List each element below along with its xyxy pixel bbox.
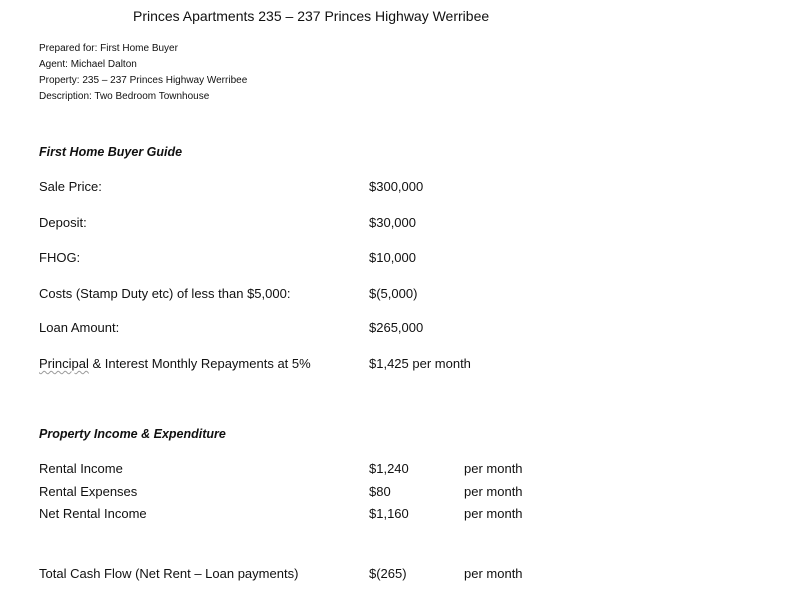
row-value: $(5,000) bbox=[369, 286, 418, 301]
row-unit: per month bbox=[464, 506, 523, 521]
row-label: Rental Income bbox=[39, 461, 123, 476]
deposit-row bbox=[39, 215, 759, 235]
row-value: $265,000 bbox=[369, 320, 424, 335]
row-value: $10,000 bbox=[369, 250, 416, 265]
row-label: Sale Price: bbox=[39, 179, 102, 194]
row-value: $300,000 bbox=[369, 179, 424, 194]
row-value: $1,425 per month bbox=[369, 356, 471, 371]
row-unit: per month bbox=[464, 484, 523, 499]
guide-heading: First Home Buyer Guide bbox=[39, 145, 183, 159]
repayments-row bbox=[39, 356, 759, 376]
rental-expenses-row bbox=[39, 484, 759, 504]
fhog-row bbox=[39, 250, 759, 270]
net-rental-income-row bbox=[39, 506, 759, 526]
row-label: Total Cash Flow (Net Rent – Loan payments) bbox=[39, 566, 299, 581]
row-value: $80 bbox=[369, 484, 391, 499]
row-label: Deposit: bbox=[39, 215, 87, 230]
income-heading: Property Income & Expenditure bbox=[39, 427, 226, 441]
row-label bbox=[39, 356, 311, 371]
row-value: $(265) bbox=[369, 566, 407, 581]
row-label: Loan Amount: bbox=[39, 320, 120, 335]
row-label-rest: & Interest Monthly Repayments at 5% bbox=[88, 356, 311, 371]
spellcheck-word: Principal bbox=[39, 356, 89, 371]
document-meta bbox=[39, 41, 247, 105]
total-cash-flow-row bbox=[39, 566, 759, 586]
document-title: Princes Apartments 235 – 237 Princes Highway Werribee bbox=[133, 8, 490, 24]
row-unit: per month bbox=[464, 461, 523, 476]
row-label: FHOG: bbox=[39, 250, 81, 265]
row-value: $1,160 bbox=[369, 506, 409, 521]
property-line: Property: 235 – 237 Princes Highway Werribee bbox=[39, 75, 248, 86]
row-value: $1,240 bbox=[369, 461, 409, 476]
description-line: Description: Two Bedroom Townhouse bbox=[39, 91, 210, 102]
row-unit: per month bbox=[464, 566, 523, 581]
agent-line: Agent: Michael Dalton bbox=[39, 59, 137, 70]
sale-price-row bbox=[39, 179, 759, 199]
row-value: $30,000 bbox=[369, 215, 416, 230]
row-label: Rental Expenses bbox=[39, 484, 138, 499]
row-label: Costs (Stamp Duty etc) of less than $5,000: bbox=[39, 286, 291, 301]
prepared-for-line: Prepared for: First Home Buyer bbox=[39, 43, 178, 54]
rental-income-row bbox=[39, 461, 759, 481]
loan-amount-row bbox=[39, 320, 759, 340]
costs-row bbox=[39, 286, 759, 306]
row-label: Net Rental Income bbox=[39, 506, 147, 521]
